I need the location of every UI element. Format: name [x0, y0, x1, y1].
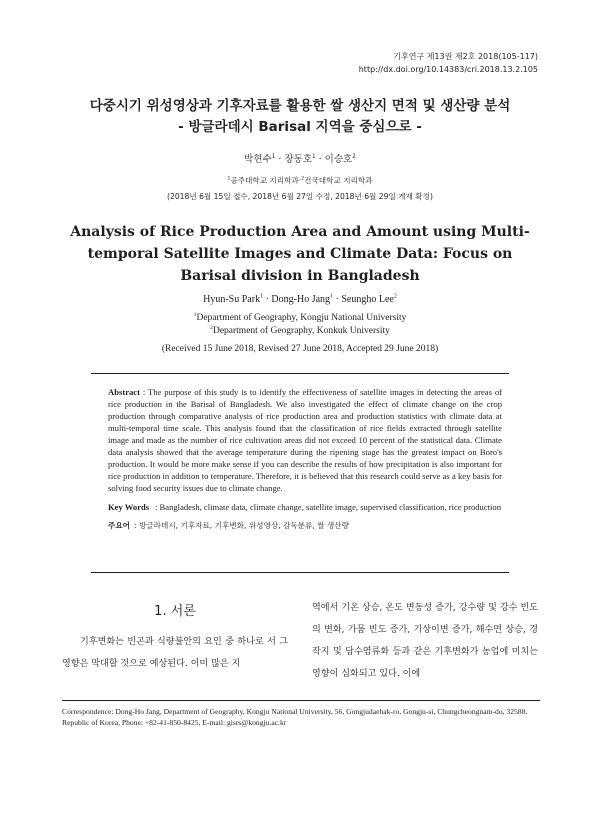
- key-words-label: Key Words: [108, 502, 150, 512]
- affiliation-mark: 2: [393, 293, 397, 300]
- affiliation-mark: 1: [260, 293, 264, 300]
- body-text-left-column: 기후변화는 빈곤과 식량불안의 요인 중 하나로 서 그 영향은 막대할 것으로 예상된다. 이미 많은 지: [62, 637, 288, 669]
- abstract-text: : The purpose of this study is to identify the effectiveness of satellite images in detecting the areas of rice production in the Barisal of Bangladesh. We also investigated the effect of climate change on the crop production through comparative analysis of rice production area and production statistics with climate data at multi-temporal time scale. This analysis found that the classification of rice fields extracted through satellite image and made as the number of rice cultivation areas did not exceed 10 percent of the statistical data. Climate data analysis showed that the average temperature during the ripening stage has the greatest impact on Boro's production. It would be more make sense if you can describe the results of how precipitation is also important for rice production in addition to temperature. Therefore, it is believed that this research could serve as a key basis for solving food security issues due to climate change.: [108, 387, 502, 493]
- korean-affiliations: [0, 175, 600, 186]
- section-heading: 1. 서론: [154, 604, 196, 619]
- abstract: [108, 386, 502, 494]
- abstract-label: Abstract: [108, 387, 140, 397]
- author-separator: ·: [278, 154, 282, 165]
- affiliation-mark: 1: [271, 153, 276, 160]
- affiliation-separator: ·: [298, 176, 302, 185]
- journal-citation: 기후연구 제13권 제2호 2018(105-117): [393, 52, 538, 61]
- author-name: 박현수: [244, 154, 272, 165]
- korean-keywords: [108, 520, 502, 532]
- body-text-right-column: 역에서 기온 상승, 온도 변동성 증가, 강수량 및 강수 빈도의 변화, 가뭄 빈도 증가, 기상이변 증가, 해수면 상승, 경작지 및 담수염류화 등과 같은 기후변화가 농업에 미치는 영향이 심화되고 있다. 이에: [312, 603, 538, 679]
- affiliation-text: Department of Geography, Konkuk University: [212, 326, 390, 336]
- korean-title-line1: 다중시기 위성영상과 기후자료를 활용한 쌀 생산지 면적 및 생산량 분석: [89, 98, 511, 114]
- correspondence-footnote: Correspondence: Dong-Ho Jang, Department of Geography, Kongju National University, 56, Gongjudaehak-ro, Gongju-si, Chungcheongnam-do, 32588, Republic of Korea, Phone: +82-41-850-8425, E-mail: gisrs@kongju.ac.kr: [62, 707, 528, 727]
- english-affiliation-1: [0, 312, 600, 325]
- author-separator: ·: [318, 154, 322, 165]
- doi-link[interactable]: http://dx.doi.org/10.14383/cri.2018.13.2.105: [358, 65, 538, 74]
- affiliation-mark: 2: [301, 176, 305, 182]
- abstract-box: [91, 373, 509, 573]
- english-title: Analysis of Rice Production Area and Amount using Multi-temporal Satellite Images and Climate Data: Focus on Barisal division in Bangladesh: [70, 224, 530, 284]
- author-separator: ·: [333, 294, 342, 305]
- key-words: [108, 501, 502, 513]
- affiliation-mark: 2: [210, 324, 213, 331]
- affiliation-mark: 1: [330, 293, 334, 300]
- korean-keywords-text: : 방글라데시, 기후자료, 기후변화, 위성영상, 감독분류, 쌀 생산량: [134, 521, 349, 530]
- affiliation-mark: 1: [311, 153, 316, 160]
- english-affiliation-2: [0, 325, 600, 338]
- author-separator: ·: [263, 294, 272, 305]
- author-name: 이승호: [324, 154, 353, 165]
- footnote-divider: [62, 700, 540, 701]
- affiliation-mark: 1: [227, 176, 231, 182]
- english-authors: [0, 294, 600, 305]
- korean-affiliation-2: 건국대학교 지리학과: [304, 176, 373, 185]
- author-name: Hyun-Su Park: [203, 294, 261, 305]
- author-name: Dong-Ho Jang: [271, 294, 331, 305]
- korean-title-line2: - 방글라데시 Barisal 지역을 중심으로 -: [178, 119, 422, 135]
- korean-keywords-label: 주요어: [108, 521, 131, 530]
- korean-title: [0, 96, 600, 138]
- author-name: 장동호: [284, 154, 312, 165]
- english-dates: (Received 15 June 2018, Revised 27 June 2018, Accepted 29 June 2018): [161, 344, 439, 354]
- key-words-text: : Bangladesh, climate data, climate change, satellite image, supervised classification, rice production: [155, 502, 502, 512]
- journal-header: [359, 50, 538, 76]
- english-affiliations: [0, 312, 600, 338]
- affiliation-mark: 1: [193, 311, 197, 318]
- korean-authors: [0, 151, 600, 165]
- affiliation-mark: 2: [352, 153, 356, 160]
- korean-affiliation-1: 공주대학교 지리학과: [230, 176, 299, 185]
- author-name: Seungho Lee: [341, 294, 394, 305]
- korean-dates: (2018년 6월 15일 접수, 2018년 6월 27일 수정, 2018년 6월 29일 게재 확정): [167, 192, 433, 201]
- affiliation-text: Department of Geography, Kongju National University: [196, 313, 407, 323]
